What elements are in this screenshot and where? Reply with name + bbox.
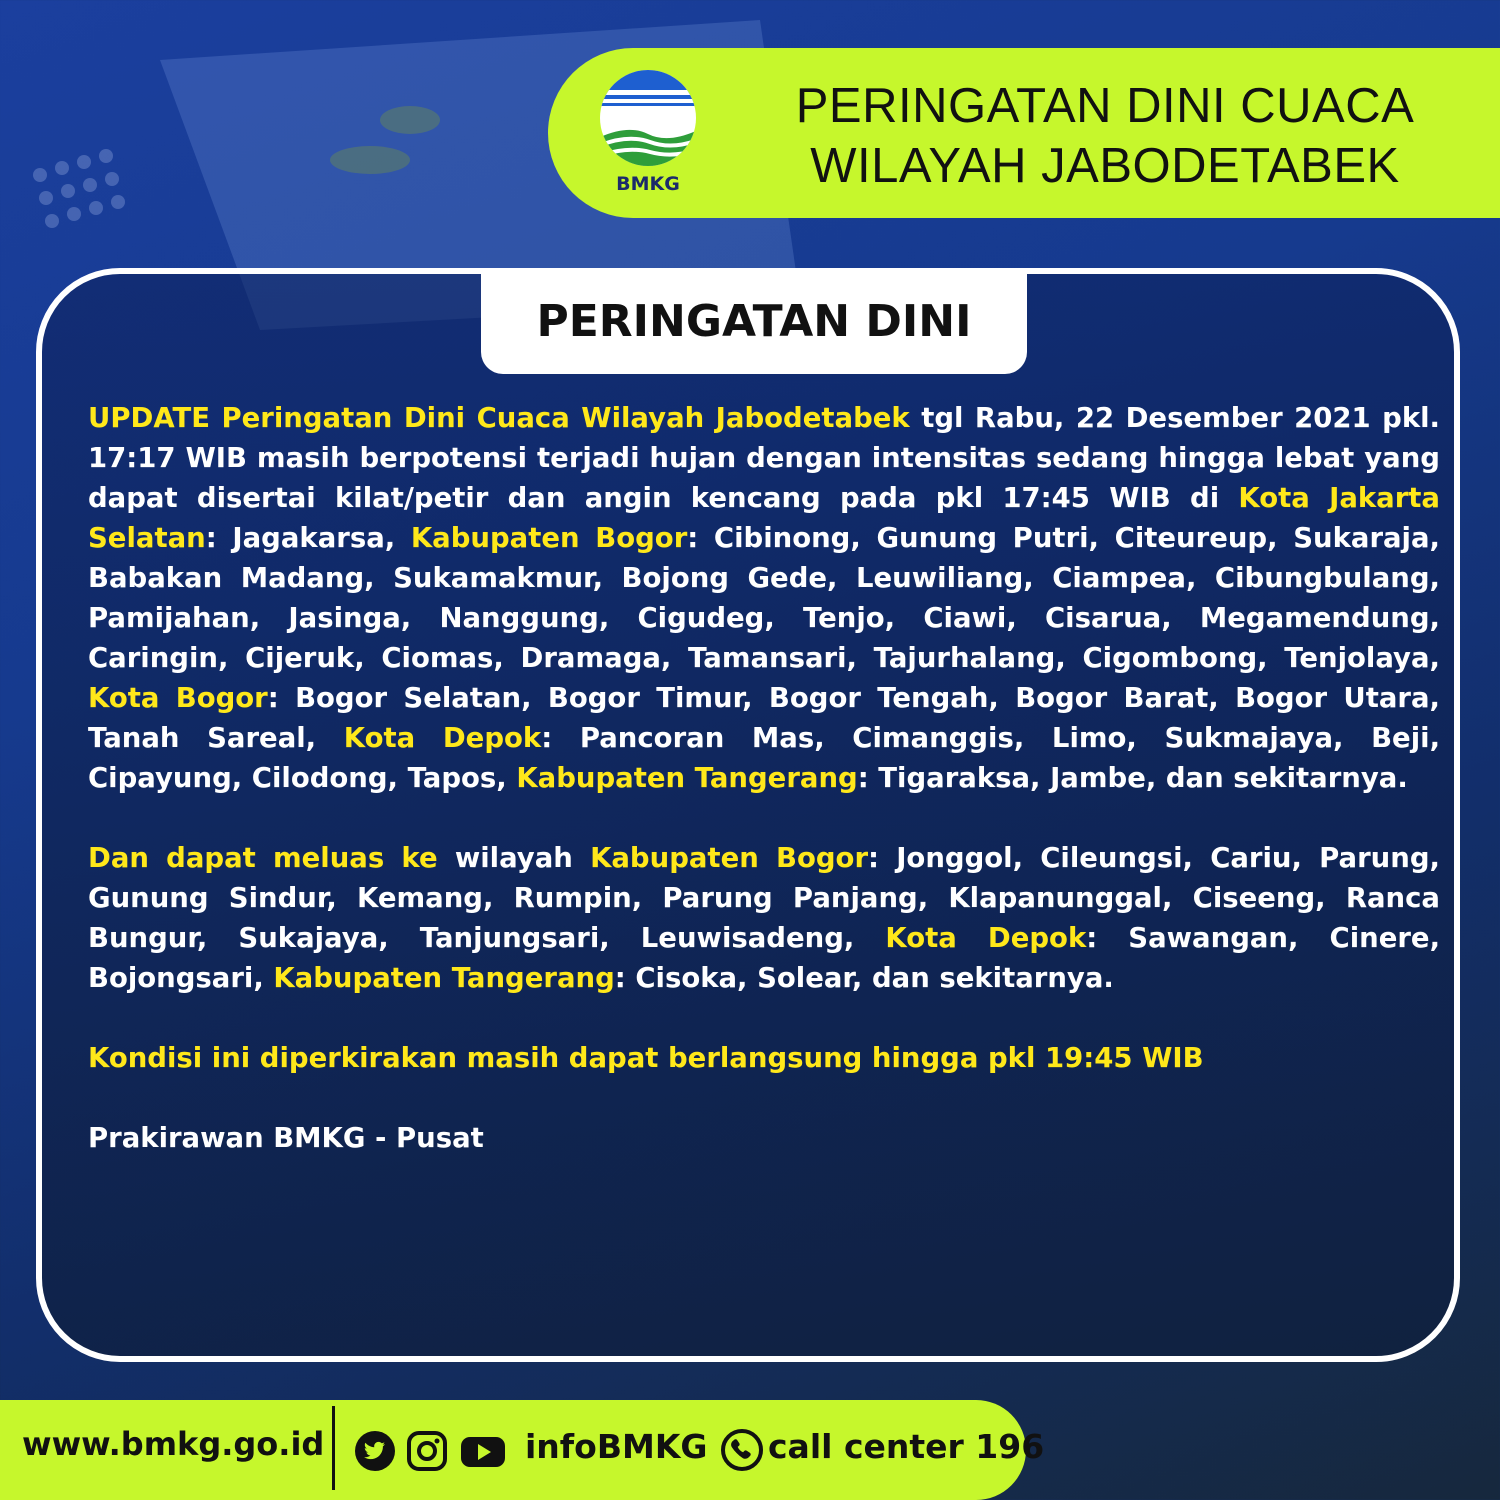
warning-body	[88, 398, 1440, 1158]
title-line-2: WILAYAH JABODETABEK	[810, 139, 1400, 193]
body-text-span: : Cibinong, Gunung Putri, Citeureup, Sukaraja, Babakan Madang, Sukamakmur, Bojong Gede, Leuwiliang, Ciampea, Cibungbulang, Pamijahan, Jasinga, Nanggung, Cigudeg, Tenjo, Ciawi, Cisarua, Megamendung, Caringin, Cijeruk, Ciomas, Dramaga, Tamansari, Tajurhalang, Cigombong, Tenjolaya,	[88, 522, 1440, 674]
social-handle[interactable]: infoBMKG	[525, 1427, 708, 1466]
call-center-label[interactable]: call center 196	[768, 1427, 1045, 1466]
bmkg-logo	[598, 68, 698, 194]
footer-divider	[332, 1406, 335, 1490]
highlight-text: UPDATE Peringatan Dini Cuaca Wilayah Jabodetabek	[88, 402, 910, 434]
paragraph-4	[88, 1118, 1440, 1158]
body-text-span: : Bogor Selatan, Bogor Timur, Bogor Tengah, Bogor Barat, Bogor Utara, Tanah Sareal,	[88, 682, 1440, 754]
phone-icon[interactable]	[720, 1428, 764, 1472]
paragraph-gap	[88, 998, 1440, 1038]
highlight-text: Kota Bogor	[88, 682, 268, 714]
twitter-icon[interactable]	[354, 1430, 396, 1472]
highlight-text: Dan dapat meluas ke	[88, 842, 438, 874]
page-title	[760, 76, 1450, 196]
highlight-text: Kondisi ini diperkirakan masih dapat berlangsung hingga pkl 19:45 WIB	[88, 1042, 1204, 1074]
highlight-text: Kota Depok	[885, 922, 1087, 954]
body-text-span: Prakirawan BMKG - Pusat	[88, 1122, 484, 1154]
youtube-icon[interactable]	[460, 1430, 506, 1472]
logo-text: BMKG	[616, 173, 680, 194]
instagram-icon[interactable]	[406, 1430, 448, 1472]
paragraph-1	[88, 398, 1440, 798]
highlight-text: Kabupaten Bogor	[590, 842, 868, 874]
highlight-text: Kabupaten Tangerang	[273, 962, 615, 994]
body-text-span: : Tigaraksa, Jambe, dan sekitarnya.	[857, 762, 1408, 794]
paragraph-3	[88, 1038, 1440, 1078]
title-line-1: PERINGATAN DINI CUACA	[795, 79, 1415, 133]
body-text-span: : Jonggol, Cileungsi, Cariu, Parung, Gunung Sindur, Kemang, Rumpin, Parung Panjang, Klapanunggal, Ciseeng, Ranca Bungur, Sukajaya, Tanjungsari, Leuwisadeng,	[88, 842, 1440, 954]
paragraph-2	[88, 838, 1440, 998]
highlight-text: Kota Jakarta Selatan	[88, 482, 1440, 554]
body-text-span: : Pancoran Mas, Cimanggis, Limo, Sukmajaya, Beji, Cipayung, Cilodong, Tapos,	[88, 722, 1441, 794]
paragraph-gap	[88, 798, 1440, 838]
highlight-text: Kabupaten Tangerang	[516, 762, 858, 794]
body-text-span: tgl Rabu, 22 Desember 2021 pkl. 17:17 WIB masih berpotensi terjadi hujan dengan intensitas sedang hingga lebat yang dapat disertai kilat/petir dan angin kencang pada pkl 17:45 WIB di	[88, 402, 1440, 514]
body-text-span: : Sawangan, Cinere, Bojongsari,	[88, 922, 1441, 994]
body-text-span: : Cisoka, Solear, dan sekitarnya.	[614, 962, 1114, 994]
highlight-text: Kota Depok	[343, 722, 542, 754]
paragraph-gap	[88, 1078, 1440, 1118]
body-text-span: : Jagakarsa,	[205, 522, 411, 554]
highlight-text: Kabupaten Bogor	[410, 522, 688, 554]
website-link[interactable]: www.bmkg.go.id	[22, 1425, 325, 1463]
card-tab-title: PERINGATAN DINI	[481, 268, 1027, 374]
body-text-span: wilayah	[437, 842, 591, 874]
